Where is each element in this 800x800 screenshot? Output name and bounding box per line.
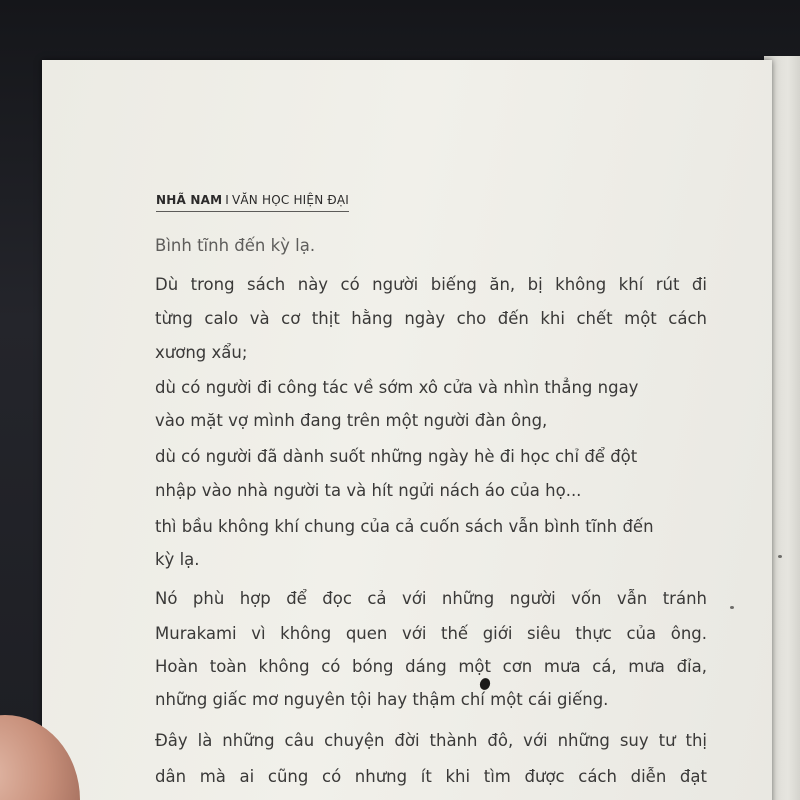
blurb-line: xương xẩu; [155, 343, 248, 362]
blurb-line: Đây là những câu chuyện đời thành đô, với những suy tư thị [155, 731, 707, 750]
blurb-line: Nó phù hợp để đọc cả với những người vốn vẫn tránh [155, 589, 707, 608]
blurb-line: vào mặt vợ mình đang trên một người đàn ông, [155, 411, 548, 430]
paper-speck [730, 606, 734, 609]
blurb-line: thì bầu không khí chung của cả cuốn sách vẫn bình tĩnh đến [155, 517, 654, 536]
blurb-line: dân mà ai cũng có nhưng ít khi tìm được cách diễn đạt [155, 767, 707, 786]
blurb-line: Dù trong sách này có người biếng ăn, bị không khí rút đi [155, 275, 707, 294]
blurb-line: dù có người đi công tác về sớm xô cửa và nhìn thẳng ngay [155, 378, 639, 397]
publisher-brand: NHÃ NAM [156, 193, 223, 207]
blurb-line: Murakami vì không quen với thế giới siêu thực của ông. [155, 624, 707, 643]
blurb-line: kỳ lạ. [155, 550, 200, 569]
blurb-line: từng calo và cơ thịt hằng ngày cho đến khi chết một cách [155, 309, 707, 328]
blurb-line: nhập vào nhà người ta và hít ngửi nách áo của họ... [155, 481, 582, 500]
category-label: VĂN HỌC HIỆN ĐẠI [231, 193, 350, 207]
paper-speck [778, 555, 782, 558]
blurb-line: Hoàn toàn không có bóng dáng một cơn mưa cá, mưa đỉa, [155, 657, 707, 676]
blurb-line: những giấc mơ nguyên tội hay thậm chí một cái giếng. [155, 690, 609, 709]
blurb-line: Bình tĩnh đến kỳ lạ. [155, 236, 316, 255]
blurb-line: dù có người đã dành suốt những ngày hè đi học chỉ để đột [155, 447, 638, 466]
header-separator: I [225, 193, 229, 207]
